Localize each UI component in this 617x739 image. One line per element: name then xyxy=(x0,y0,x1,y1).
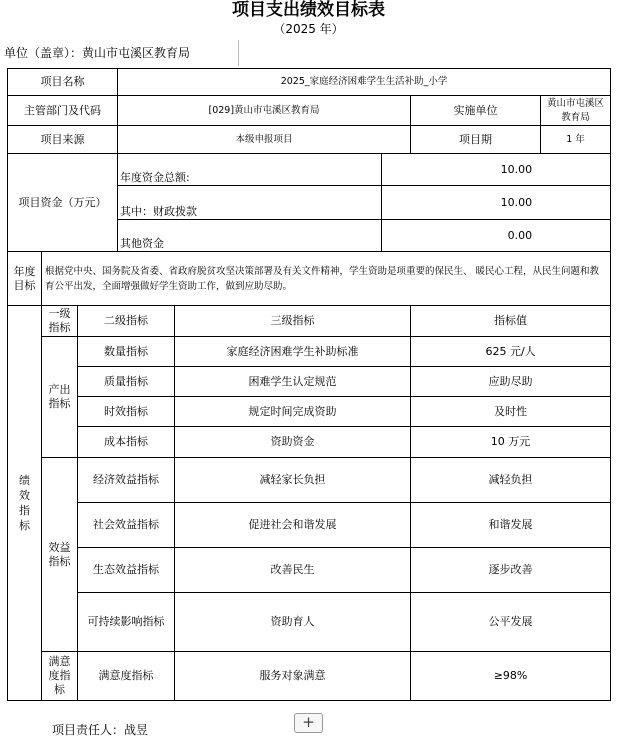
funds-total-value: 10.00 xyxy=(382,154,611,186)
table-row xyxy=(8,652,611,701)
table-row xyxy=(8,337,611,367)
output-level3: 困难学生认定规范 xyxy=(175,367,411,397)
col-level2-header: 二级指标 xyxy=(78,306,175,337)
benefit-value: 逐步改善 xyxy=(411,548,611,593)
source-value: 本级申报项目 xyxy=(118,126,411,154)
benefit-indicator-label: 效益指标 xyxy=(42,458,78,652)
benefit-level3: 资助育人 xyxy=(175,593,411,652)
table-row xyxy=(8,69,611,96)
benefit-level3: 减轻家长负担 xyxy=(175,458,411,503)
project-name-value: 2025_家庭经济困难学生生活补助_小学 xyxy=(118,69,611,96)
table-row xyxy=(8,367,611,397)
funds-fiscal-label: 其中：财政拨款 xyxy=(118,186,382,220)
benefit-level3: 促进社会和谐发展 xyxy=(175,503,411,548)
col-value-header: 指标值 xyxy=(411,306,611,337)
output-level2: 质量指标 xyxy=(78,367,175,397)
output-level2: 成本指标 xyxy=(78,427,175,458)
funds-other-value: 0.00 xyxy=(382,220,611,252)
output-value: 及时性 xyxy=(411,397,611,427)
benefit-value: 公平发展 xyxy=(411,593,611,652)
table-row xyxy=(8,306,611,337)
benefit-value: 减轻负担 xyxy=(411,458,611,503)
add-row-button[interactable]: + xyxy=(294,713,323,733)
table-row xyxy=(8,458,611,503)
goal-text: 根据党中央、国务院及省委、省政府脱贫攻坚决策部署及有关文件精神，学生资助是项重要的保民生、 暖民心工程，从民生问题和教育公平出发，全面增强做好学生资助工作，做到应助尽助。 xyxy=(42,252,611,306)
source-label: 项目来源 xyxy=(8,126,118,154)
col-level1-header: 一级指标 xyxy=(42,306,78,337)
dept-value: [029]黄山市屯溪区教育局 xyxy=(118,96,411,126)
output-level3: 资助资金 xyxy=(175,427,411,458)
satisfaction-value: ≥98% xyxy=(411,652,611,701)
table-row xyxy=(8,397,611,427)
table-row xyxy=(8,96,611,126)
impl-value: 黄山市屯溪区教育局 xyxy=(541,96,611,126)
output-level2: 时效指标 xyxy=(78,397,175,427)
table-row xyxy=(8,126,611,154)
funds-label: 项目资金（万元） xyxy=(8,154,118,252)
benefit-level3: 改善民生 xyxy=(175,548,411,593)
output-value: 10 万元 xyxy=(411,427,611,458)
project-name-label: 项目名称 xyxy=(8,69,118,96)
output-value: 应助尽助 xyxy=(411,367,611,397)
header-divider xyxy=(238,40,239,66)
funds-total-label: 年度资金总额: xyxy=(118,154,382,186)
impl-label: 实施单位 xyxy=(411,96,541,126)
benefit-level2: 社会效益指标 xyxy=(78,503,175,548)
year-subtitle: （2025 年） xyxy=(273,22,344,36)
unit-stamp-line: 单位（盖章）：黄山市屯溪区教育局 xyxy=(4,46,191,60)
table-row xyxy=(8,503,611,548)
responsible-person: 项目责任人：战昱 xyxy=(52,723,149,737)
output-level3: 规定时间完成资助 xyxy=(175,397,411,427)
funds-other-label: 其他资金 xyxy=(118,220,382,252)
period-value: 1 年 xyxy=(541,126,611,154)
page-title: 项目支出绩效目标表 xyxy=(232,0,385,20)
benefit-level2: 经济效益指标 xyxy=(78,458,175,503)
funds-fiscal-value: 10.00 xyxy=(382,186,611,220)
satisfaction-level3: 服务对象满意 xyxy=(175,652,411,701)
table-row xyxy=(8,548,611,593)
output-indicator-label: 产出指标 xyxy=(42,337,78,458)
indicators-section-label xyxy=(8,306,42,701)
performance-table-wrap xyxy=(7,68,610,701)
performance-table xyxy=(7,68,611,701)
benefit-value: 和谐发展 xyxy=(411,503,611,548)
satisfaction-level2: 满意度指标 xyxy=(78,652,175,701)
table-row xyxy=(8,252,611,306)
goal-label: 年度目标 xyxy=(8,252,42,306)
output-level2: 数量指标 xyxy=(78,337,175,367)
indicators-section-text: 绩效指标 xyxy=(19,474,30,532)
satisfaction-indicator-label: 满意度指标 xyxy=(42,652,78,701)
dept-label: 主管部门及代码 xyxy=(8,96,118,126)
benefit-level2: 可持续影响指标 xyxy=(78,593,175,652)
output-level3: 家庭经济困难学生补助标准 xyxy=(175,337,411,367)
table-row xyxy=(8,593,611,652)
output-value: 625 元/人 xyxy=(411,337,611,367)
table-row xyxy=(8,427,611,458)
table-row xyxy=(8,154,611,186)
col-level3-header: 三级指标 xyxy=(175,306,411,337)
benefit-level2: 生态效益指标 xyxy=(78,548,175,593)
period-label: 项目期 xyxy=(411,126,541,154)
